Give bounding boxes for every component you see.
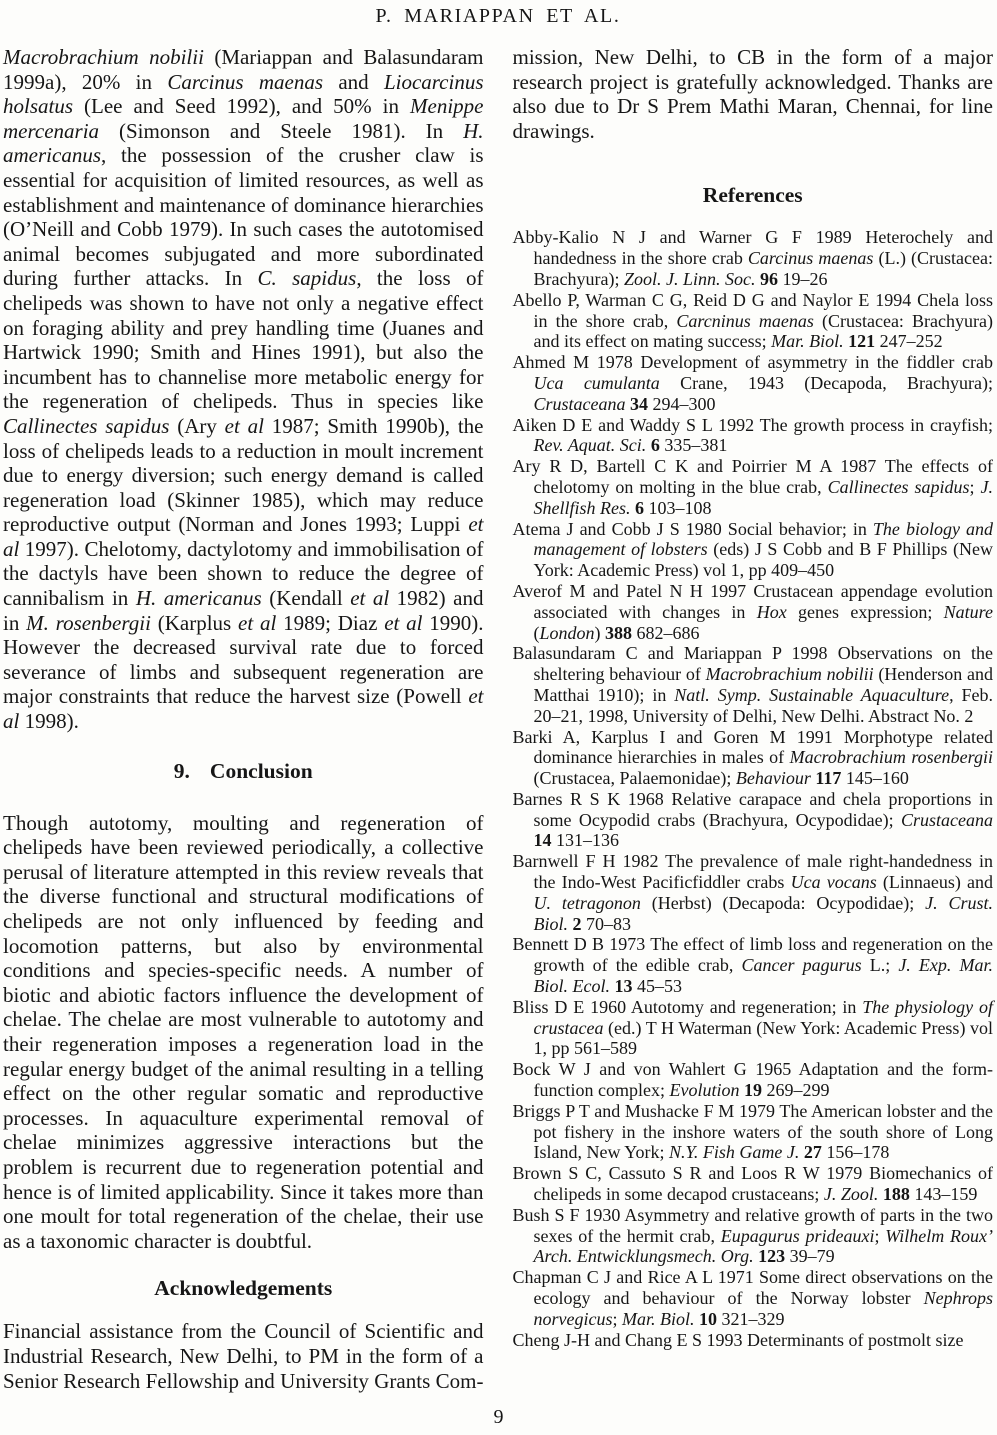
section-title: Conclusion [209,758,313,783]
right-column [513,45,994,1393]
reference-entry: Cheng J-H and Chang E S 1993 Determinants of postmolt size [512,1329,964,1350]
opening-paragraph: Macrobrachium nobilii (Mariappan and Balasundaram 1999a), 20% in Carcinus maenas and Liocarcinus holsatus (Lee and Seed 1992), and 50% in Menippe mercenaria (Simonson and Steele 1981). In H. americanus, the possession of the crusher claw is essential for acquisition of limited resources, as well as establishment and maintenance of dominance hierarchies (O’Neill and Cobb 1979). In such cases the autotomised animal becomes subjugated and more subordinated during further attacks. In C. sapidus, the loss of chelipeds was shown to have not only a negative effect on foraging ability and prey handling time (Juanes and Hartwick 1990; Smith and Hines 1991), but also the incumbent has to channelise more metabolic energy for the regeneration of chelipeds. Thus in species like Callinectes sapidus (Ary et al 1987; Smith 1990b), the loss of chelipeds leads to a reduction in moult increment due to energy diversion; such energy demand is called regeneration load (Skinner 1985), which may reduce reproductive output (Norman and Jones 1993; Luppi et al 1997). Chelotomy, dactylotomy and immobilisation of the dactyls have been shown to reduce the degree of cannibalism in H. americanus (Kendall et al 1982) and in M. rosenbergii (Karplus et al 1989; Diaz et al 1990). However the decreased survival rate due to forced severance of limbs and subsequent regeneration are major constraints that reduce the harvest size (Powell et al 1998). [3,45,484,734]
reference-entry: Chapman C J and Rice A L 1971 Some direct observations on the ecology and behaviour of the Norway lobster Nephrops norvegicus; Mar. Biol. 10 321–329 [512,1267,993,1329]
reference-entry: Averof M and Patel N H 1997 Crustacean appendage evolution associated with changes in Hox genes expression; Nature (London) 388 682–686 [512,580,994,643]
reference-entry: Barnes R S K 1968 Relative carapace and chela proportions in some Ocypodid crabs (Brachyura, Ocypodidae); Crustaceana 14 131–136 [512,788,993,851]
reference-entry: Ary R D, Bartell C K and Poirrier M A 1987 The effects of chelotomy on molting in the blue crab, Callinectes sapidus; J. Shellfish Res. 6 103–108 [512,456,993,518]
reference-entry: Balasundaram C and Mariappan P 1998 Observations on the sheltering behaviour of Macrobrachium nobilii (Henderson and Matthai 1910); in Natl. Symp. Sustainable Aquaculture, Feb. 20–21, 1998, University of Delhi, New Delhi. Abstract No. 2 [512,643,994,726]
reference-entry: Brown S C, Cassuto S R and Loos R W 1979 Biomechanics of chelipeds in some decapod crustaceans; J. Zool. 188 143–159 [512,1163,993,1205]
page-number: 9 [493,1406,504,1428]
section-number: 9. [173,758,190,783]
acknowledgements-continued-paragraph: mission, New Delhi, to CB in the form of a major research project is gratefully acknowledged. Thanks are also due to Dr S Prem Mathi Maran, Chennai, for line drawings. [512,45,993,143]
conclusion-heading [3,758,484,784]
reference-entry: Bock W J and von Wahlert G 1965 Adaptation and the form-function complex; Evolution 19 269–299 [512,1059,993,1101]
reference-entry: Abby-Kalio N J and Warner G F 1989 Heterochely and handedness in the shore crab Carcinus maenas (L.) (Crustacea: Brachyura); Zool. J. Linn. Soc. 96 19–26 [512,227,993,289]
reference-entry: Barnwell F H 1982 The prevalence of male right-handedness in the Indo-West Pacificfiddler crabs Uca vocans (Linnaeus) and U. tetragonon (Herbst) (Decapoda: Ocypodidae); J. Crust. Biol. 2 70–83 [512,851,994,934]
running-head: P. MARIAPPAN ET AL. [375,5,621,27]
two-column-layout [3,45,993,1393]
acknowledgements-paragraph: Financial assistance from the Council of Scientific and Industrial Research, New Delhi, to PM in the form of a Senior Research Fellowship and University Grants Com- [3,1319,484,1393]
reference-entry: Aiken D E and Waddy S L 1992 The growth process in crayfish; Rev. Aquat. Sci. 6 335–381 [512,414,993,456]
reference-entry: Bush S F 1930 Asymmetry and relative growth of parts in the two sexes of the hermit crab, Eupagurus prideauxi; Wilhelm Roux’ Arch. Entwicklungsmech. Org. 123 39–79 [512,1204,993,1267]
reference-entry: Atema J and Cobb J S 1980 Social behavior; in The biology and management of lobsters (eds) J S Cobb and B F Phillips (New York: Academic Press) vol 1, pp 409–450 [512,518,994,581]
reference-entry: Bennett D B 1973 The effect of limb loss and regeneration on the growth of the edible crab, Cancer pagurus L.; J. Exp. Mar. Biol. Ecol. 13 45–53 [512,934,994,997]
references-heading: References [702,183,803,208]
acknowledgements-heading: Acknowledgements [154,1276,333,1301]
reference-entry: Ahmed M 1978 Development of asymmetry in the fiddler crab Uca cumulanta Crane, 1943 (Decapoda, Brachyura); Crustaceana 34 294–300 [512,352,993,414]
left-column [3,45,484,1393]
reference-entry: Bliss D E 1960 Autotomy and regeneration; in The physiology of crustacea (ed.) T H Waterman (New York: Academic Press) vol 1, pp 561–589 [512,996,993,1059]
reference-list [513,227,994,1350]
reference-entry: Barki A, Karplus I and Goren M 1991 Morphotype related dominance hierarchies in males of Macrobrachium rosenbergii (Crustacea, Palaemonidae); Behaviour 117 145–160 [512,726,993,789]
reference-entry: Abello P, Warman C G, Reid D G and Naylor E 1994 Chela loss in the shore crab, Carcninus maenas (Crustacea: Brachyura) and its effect on mating success; Mar. Biol. 121 247–252 [512,289,993,352]
conclusion-paragraph: Though autotomy, moulting and regeneration of chelipeds have been reviewed periodically, a collective perusal of literature attempted in this review reveals that the diverse functional and structural modifications of chelipeds are not only influenced by feeding and locomotion patterns, but also by environmental conditions and species-specific needs. A number of biotic and abiotic factors influence the development of chelae. The chelae are most vulnerable to autotomy and their regeneration imposes a regeneration load in the regular energy budget of the animal resulting in a telling effect on the other regular somatic and reproductive processes. In aquaculture experimental removal of chelae minimizes aggressive interactions but the problem is recurrent due to regeneration potential and hence is of limited applicability. Since it takes more than one moult for total regeneration of the chelae, their use as a taxonomic character is doubtful. [3,810,484,1253]
reference-entry: Briggs P T and Mushacke F M 1979 The American lobster and the pot fishery in the inshore waters of the south shore of Long Island, New York; N.Y. Fish Game J. 27 156–178 [512,1100,993,1163]
